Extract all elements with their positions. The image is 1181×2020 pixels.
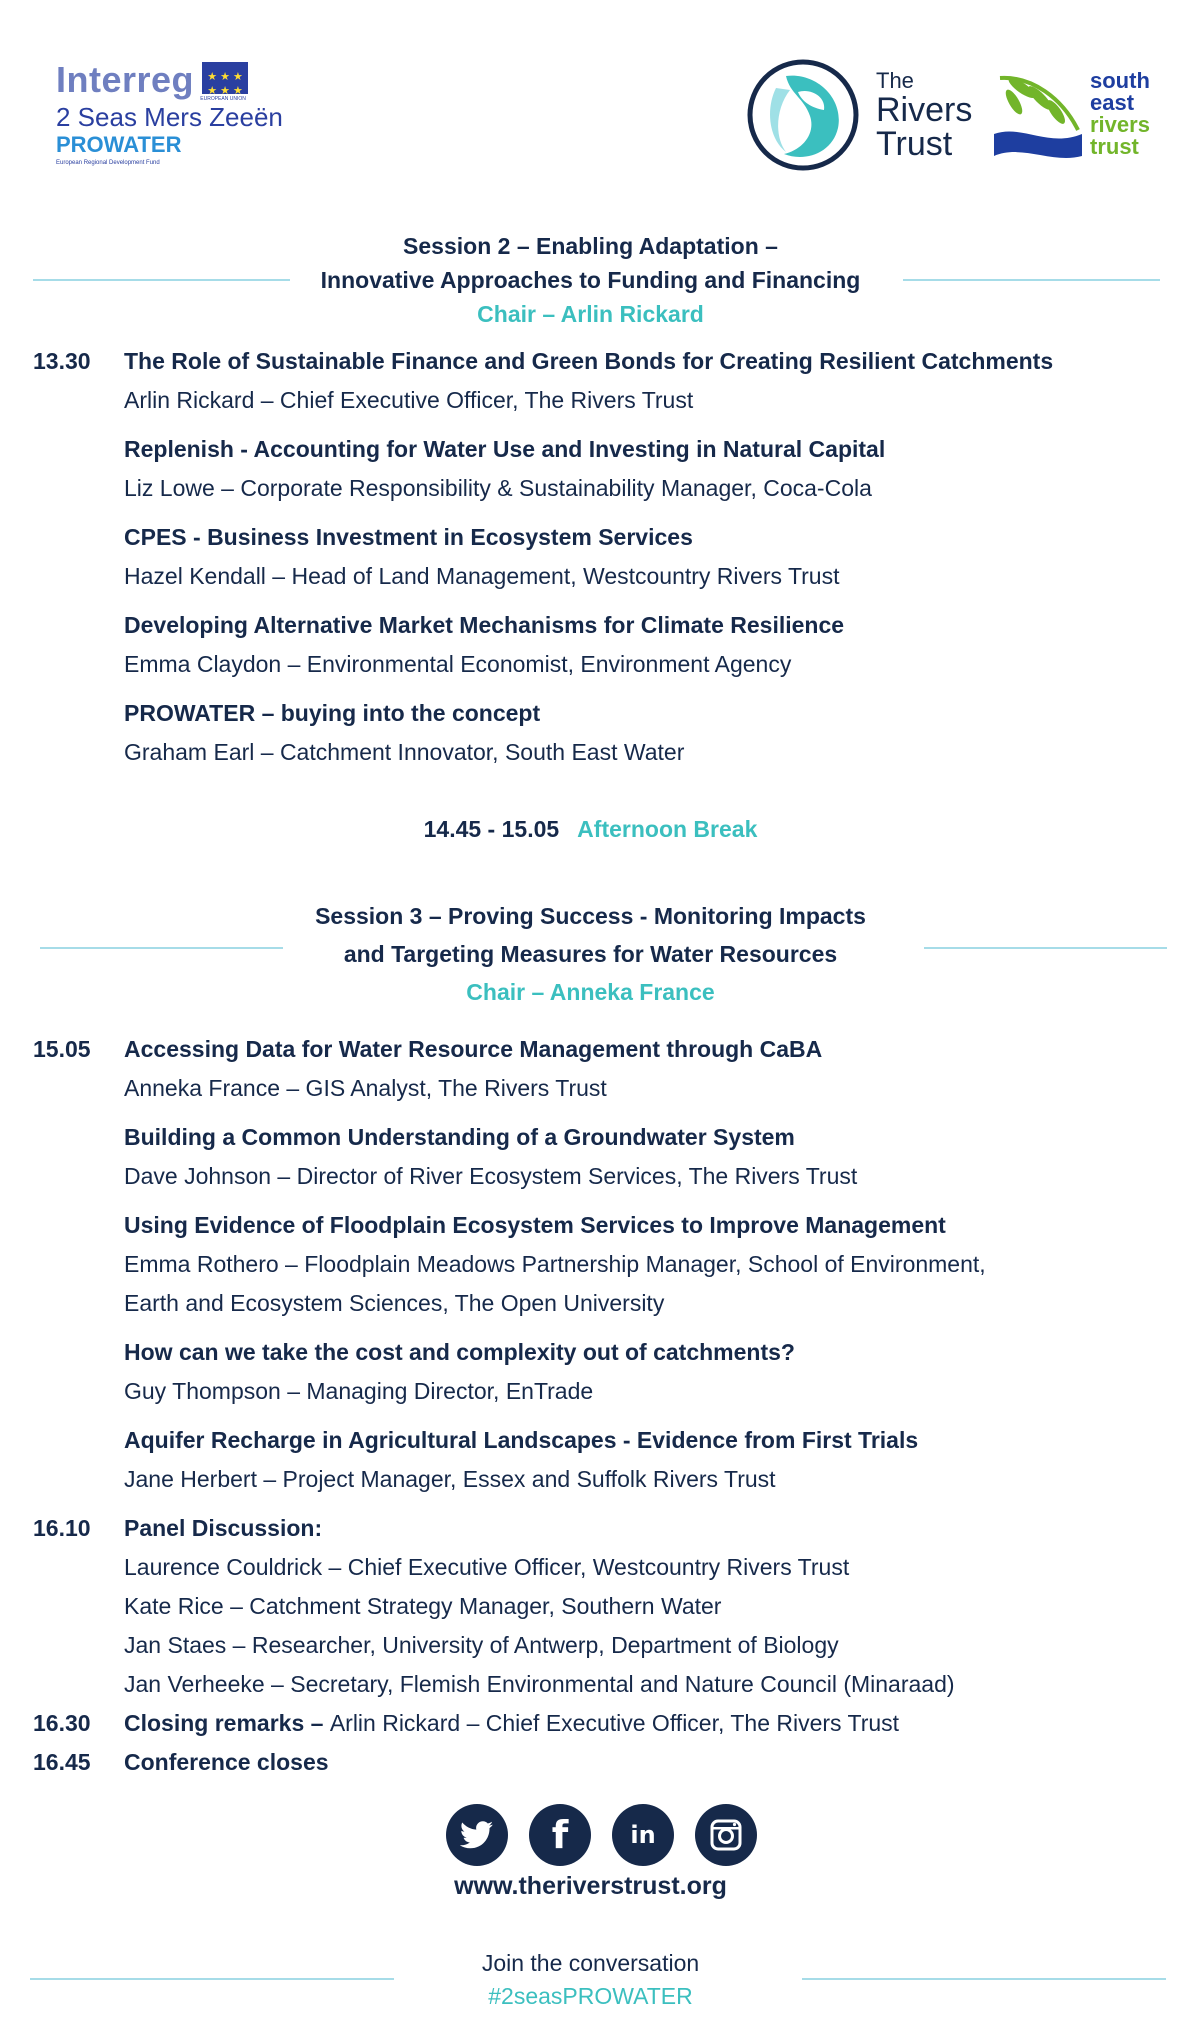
rivers-trust-emblem-icon <box>746 58 860 172</box>
two-seas-label: 2 Seas Mers Zeeën <box>56 102 283 132</box>
agenda-title: Using Evidence of Floodplain Ecosystem Services to Improve Management <box>124 1212 946 1238</box>
eu-label: EUROPEAN UNION <box>200 96 246 102</box>
se-south: south <box>1090 68 1150 93</box>
se-trust: trust <box>1090 134 1139 159</box>
panel-member: Jan Verheeke – Secretary, Flemish Environmental and Nature Council (Minaraad) <box>124 1671 955 1697</box>
closing-speaker: Arlin Rickard – Chief Executive Officer, The Rivers Trust <box>329 1710 900 1736</box>
eu-flag-icon: ★ ★ ★ ★ ★ ★ EUROPEAN UNION <box>202 62 248 94</box>
hashtag[interactable]: #2seasPROWATER <box>488 1983 693 2009</box>
session-chair: Chair – Anneka France <box>466 979 715 1005</box>
panel-member: Jan Staes – Researcher, University of Antwerp, Department of Biology <box>124 1632 839 1658</box>
erdf-label: European Regional Development Fund <box>56 160 160 166</box>
join-conversation: Join the conversation <box>481 1950 700 1976</box>
twitter-icon[interactable] <box>446 1804 508 1866</box>
agenda-title: CPES - Business Investment in Ecosystem Services <box>124 524 693 550</box>
agenda-speaker: Anneka France – GIS Analyst, The Rivers Trust <box>124 1075 607 1101</box>
agenda-title: Replenish - Accounting for Water Use and Investing in Natural Capital <box>124 436 886 462</box>
agenda-speaker: Emma Claydon – Environmental Economist, Environment Agency <box>124 651 792 677</box>
panel-member: Kate Rice – Catchment Strategy Manager, Southern Water <box>124 1593 722 1619</box>
south-east-rivers-trust-logo <box>992 68 1150 160</box>
session-subtitle: and Targeting Measures for Water Resources <box>343 941 838 967</box>
session-title: Session 2 – Enabling Adaptation – <box>403 233 778 259</box>
rivers-trust-logo <box>746 58 972 172</box>
agenda-speaker: Guy Thompson – Managing Director, EnTrade <box>124 1378 594 1404</box>
divider <box>802 1978 1166 1980</box>
rivers-trust-rivers: Rivers <box>876 91 973 129</box>
afternoon-break <box>0 816 1181 843</box>
agenda-speaker: Arlin Rickard – Chief Executive Officer, The Rivers Trust <box>124 387 694 413</box>
agenda-title: PROWATER – buying into the concept <box>124 700 541 726</box>
closing-line <box>124 1710 899 1737</box>
south-east-leaf-wave-icon <box>992 68 1084 160</box>
agenda-time: 13.30 <box>33 348 91 374</box>
agenda-title: Accessing Data for Water Resource Management through CaBA <box>124 1036 823 1062</box>
session-3-header <box>0 897 1181 1011</box>
agenda-speaker: Emma Rothero – Floodplain Meadows Partnership Manager, School of Environment, <box>124 1251 986 1277</box>
agenda-title: Conference closes <box>124 1749 329 1775</box>
agenda-title: How can we take the cost and complexity out of catchments? <box>124 1339 795 1365</box>
agenda-time: 16.30 <box>33 1710 91 1736</box>
agenda-speaker-continued: Earth and Ecosystem Sciences, The Open University <box>124 1290 665 1316</box>
closing-title: Closing remarks – <box>124 1710 324 1736</box>
interreg-wordmark: Interreg <box>56 59 195 100</box>
break-label: Afternoon Break <box>577 816 758 842</box>
rivers-trust-trust: Trust <box>876 125 953 163</box>
agenda-time: 16.45 <box>33 1749 91 1775</box>
agenda-title: Developing Alternative Market Mechanisms for Climate Resilience <box>124 612 845 638</box>
agenda-title: Aquifer Recharge in Agricultural Landscapes - Evidence from First Trials <box>124 1427 919 1453</box>
website-link[interactable]: www.theriverstrust.org <box>454 1872 727 1900</box>
rivers-trust-the: The <box>876 68 914 93</box>
break-time: 14.45 - 15.05 <box>423 816 560 842</box>
agenda-speaker: Liz Lowe – Corporate Responsibility & Sustainability Manager, Coca-Cola <box>124 475 872 501</box>
se-rivers: rivers <box>1090 112 1150 137</box>
agenda-speaker: Dave Johnson – Director of River Ecosystem Services, The Rivers Trust <box>124 1163 858 1189</box>
agenda-speaker: Jane Herbert – Project Manager, Essex and Suffolk Rivers Trust <box>124 1466 776 1492</box>
agenda-time: 15.05 <box>33 1036 91 1062</box>
agenda-title: Panel Discussion: <box>124 1515 323 1541</box>
agenda-speaker: Graham Earl – Catchment Innovator, South East Water <box>124 739 685 765</box>
panel-member: Laurence Couldrick – Chief Executive Officer, Westcountry Rivers Trust <box>124 1554 850 1580</box>
session-2-header <box>0 229 1181 331</box>
session-chair: Chair – Arlin Rickard <box>477 301 704 327</box>
agenda-speaker: Hazel Kendall – Head of Land Management, Westcountry Rivers Trust <box>124 563 840 589</box>
se-east: east <box>1090 90 1135 115</box>
social-links <box>446 1804 778 1866</box>
agenda-title: Building a Common Understanding of a Groundwater System <box>124 1124 795 1150</box>
prowater-label: PROWATER <box>56 132 182 157</box>
facebook-icon[interactable]: f <box>529 1804 591 1866</box>
interreg-logo <box>56 59 286 166</box>
instagram-icon[interactable] <box>695 1804 757 1866</box>
divider <box>30 1978 394 1980</box>
agenda-time: 16.10 <box>33 1515 91 1541</box>
linkedin-icon[interactable]: in <box>612 1804 674 1866</box>
agenda-title: The Role of Sustainable Finance and Green Bonds for Creating Resilient Catchments <box>124 348 1054 374</box>
session-subtitle: Innovative Approaches to Funding and Financing <box>320 267 861 293</box>
session-title: Session 3 – Proving Success - Monitoring Impacts <box>315 903 866 929</box>
